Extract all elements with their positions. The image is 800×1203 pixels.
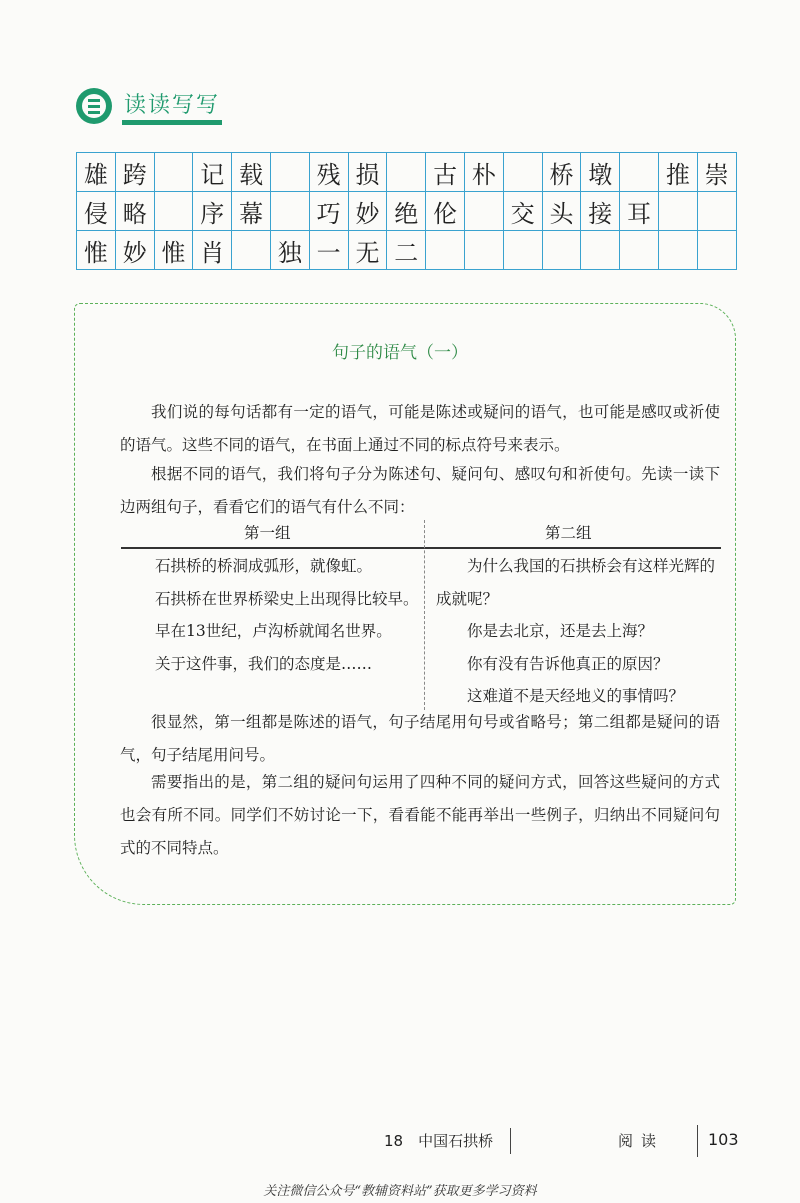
grid-cell: 巧 — [310, 192, 349, 231]
page-number: 103 — [708, 1130, 739, 1149]
word-grid — [76, 152, 737, 270]
grid-cell: 残 — [310, 153, 349, 192]
note-paragraph: 需要指出的是，第二组的疑问句运用了四种不同的疑问方式，回答这些疑问的方式也会有所不同。同学们不妨讨论一下，看看能不能再举出一些例子，归纳出不同疑问句式的不同特点。 — [120, 773, 720, 857]
grid-cell: 一 — [310, 231, 349, 270]
grid-cell: 推 — [659, 153, 698, 192]
grid-cell: 记 — [193, 153, 232, 192]
grid-cell — [659, 192, 698, 231]
group1-sentence: 石拱桥在世界桥梁史上出现得比较早。 — [155, 589, 419, 608]
grid-cell — [271, 192, 310, 231]
grid-cell: 惟 — [77, 231, 116, 270]
grid-cell: 幕 — [232, 192, 271, 231]
group2-sentence: 这难道不是天经地义的事情吗？ — [467, 687, 685, 705]
grid-cell: 墩 — [581, 153, 620, 192]
grid-cell — [698, 192, 737, 231]
grid-cell — [426, 231, 465, 270]
grid-cell: 损 — [349, 153, 388, 192]
grid-cell — [465, 192, 504, 231]
grid-cell: 耳 — [620, 192, 659, 231]
grid-cell: 载 — [232, 153, 271, 192]
grid-cell: 古 — [426, 153, 465, 192]
group1-column — [124, 550, 420, 680]
grid-cell: 肖 — [193, 231, 232, 270]
grid-cell — [155, 153, 194, 192]
grid-cell: 惟 — [155, 231, 194, 270]
table-rule — [121, 547, 721, 549]
footer-section: 阅读 — [618, 1132, 665, 1150]
lesson-title: 句子的语气（一） — [332, 343, 468, 363]
grid-cell: 交 — [504, 192, 543, 231]
grid-cell: 二 — [387, 231, 426, 270]
intro-paragraph-2: 根据不同的语气，我们将句子分为陈述句、疑问句、感叹句和祈使句。先读一读下边两组句子，看看它们的语气有什么不同： — [120, 465, 720, 516]
footer-divider — [697, 1125, 698, 1157]
grid-cell: 雄 — [77, 153, 116, 192]
group2-sentence: 为什么我国的石拱桥会有这样光辉的成就呢？ — [436, 557, 716, 608]
grid-cell: 妙 — [349, 192, 388, 231]
grid-cell: 侵 — [77, 192, 116, 231]
grid-cell: 伦 — [426, 192, 465, 231]
section-number-icon — [76, 88, 112, 124]
grid-cell — [659, 231, 698, 270]
grid-cell — [271, 153, 310, 192]
grid-cell: 绝 — [387, 192, 426, 231]
grid-cell — [504, 231, 543, 270]
section-underline — [122, 120, 222, 125]
grid-cell: 跨 — [116, 153, 155, 192]
grid-cell — [504, 153, 543, 192]
grid-cell: 无 — [349, 231, 388, 270]
grid-cell — [465, 231, 504, 270]
conclusion-paragraph: 很显然，第一组都是陈述的语气，句子结尾用句号或省略号；第二组都是疑问的语气，句子结尾用问号。 — [120, 713, 720, 764]
group2-sentence: 你有没有告诉他真正的原因？ — [467, 654, 669, 673]
group1-sentence: 石拱桥的桥洞成弧形，就像虹。 — [155, 557, 373, 575]
section-title: 读读写写 — [124, 93, 221, 118]
intro-paragraph: 我们说的每句话都有一定的语气，可能是陈述或疑问的语气，也可能是感叹或祈使的语气。这些不同的语气，在书面上通过不同的标点符号来表示。 — [120, 403, 720, 454]
grid-cell: 朴 — [465, 153, 504, 192]
grid-cell: 接 — [581, 192, 620, 231]
group1-sentence: 早在13世纪，卢沟桥就闻名世界。 — [155, 622, 392, 640]
footer-divider — [510, 1128, 511, 1154]
grid-cell: 妙 — [116, 231, 155, 270]
grid-cell — [620, 153, 659, 192]
footer-chapter: 18 中国石拱桥 — [384, 1132, 494, 1150]
watermark-note: 关注微信公众号“教辅资料站”获取更多学习资料 — [263, 1184, 537, 1199]
grid-cell: 崇 — [698, 153, 737, 192]
grid-cell — [698, 231, 737, 270]
grid-cell: 桥 — [543, 153, 582, 192]
grid-cell — [620, 231, 659, 270]
grid-cell: 序 — [193, 192, 232, 231]
group2-sentence: 你是去北京，还是去上海？ — [467, 622, 654, 640]
grid-cell: 略 — [116, 192, 155, 231]
grid-cell — [155, 192, 194, 231]
group2-column — [436, 550, 722, 713]
grid-cell: 独 — [271, 231, 310, 270]
grid-cell — [387, 153, 426, 192]
grid-cell: 头 — [543, 192, 582, 231]
grid-cell — [543, 231, 582, 270]
grid-cell — [581, 231, 620, 270]
column-divider — [424, 520, 425, 710]
group2-heading: 第二组 — [545, 524, 592, 542]
group1-heading: 第一组 — [244, 524, 291, 542]
grid-cell — [232, 231, 271, 270]
group1-sentence: 关于这件事，我们的态度是…… — [155, 654, 373, 673]
